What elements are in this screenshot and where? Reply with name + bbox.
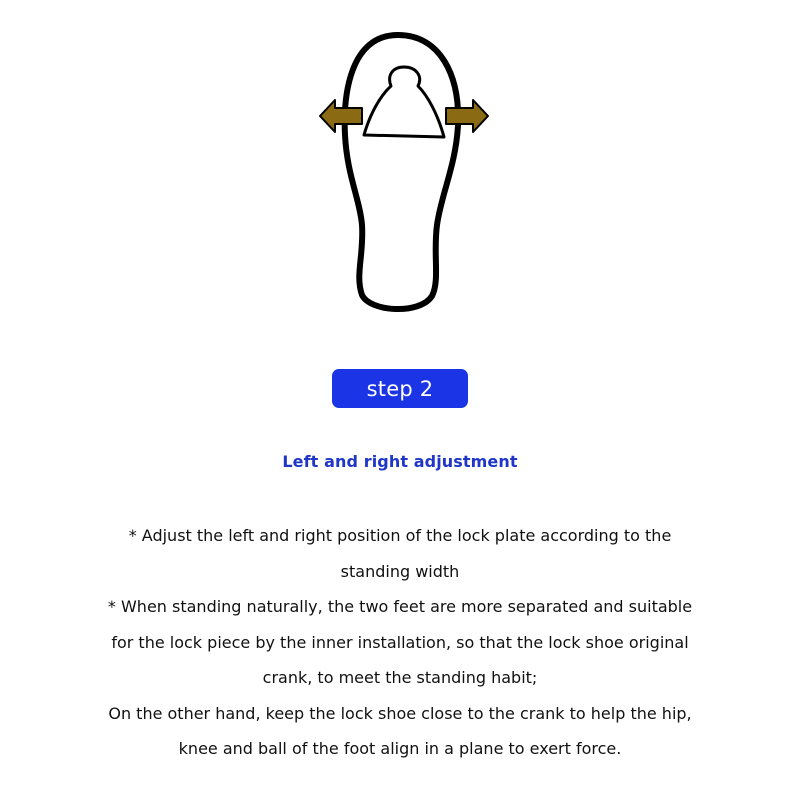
description-line: for the lock piece by the inner installation, so that the lock shoe original <box>111 632 689 652</box>
description-line: knee and ball of the foot align in a plane to exert force. <box>178 739 622 758</box>
step-badge: step 2 <box>332 369 468 408</box>
description-line: On the other hand, keep the lock shoe close to the crank to help the hip, <box>108 703 692 723</box>
shoe-cleat-illustration <box>0 0 800 340</box>
description-line: crank, to meet the standing habit; <box>262 668 538 687</box>
description <box>0 518 800 767</box>
description-line: standing width <box>340 561 460 581</box>
description-line: * Adjust the left and right position of the lock plate according to the <box>128 526 672 545</box>
description-line: * When standing naturally, the two feet are more separated and suitable <box>107 597 693 616</box>
section-subtitle: Left and right adjustment <box>282 452 518 471</box>
